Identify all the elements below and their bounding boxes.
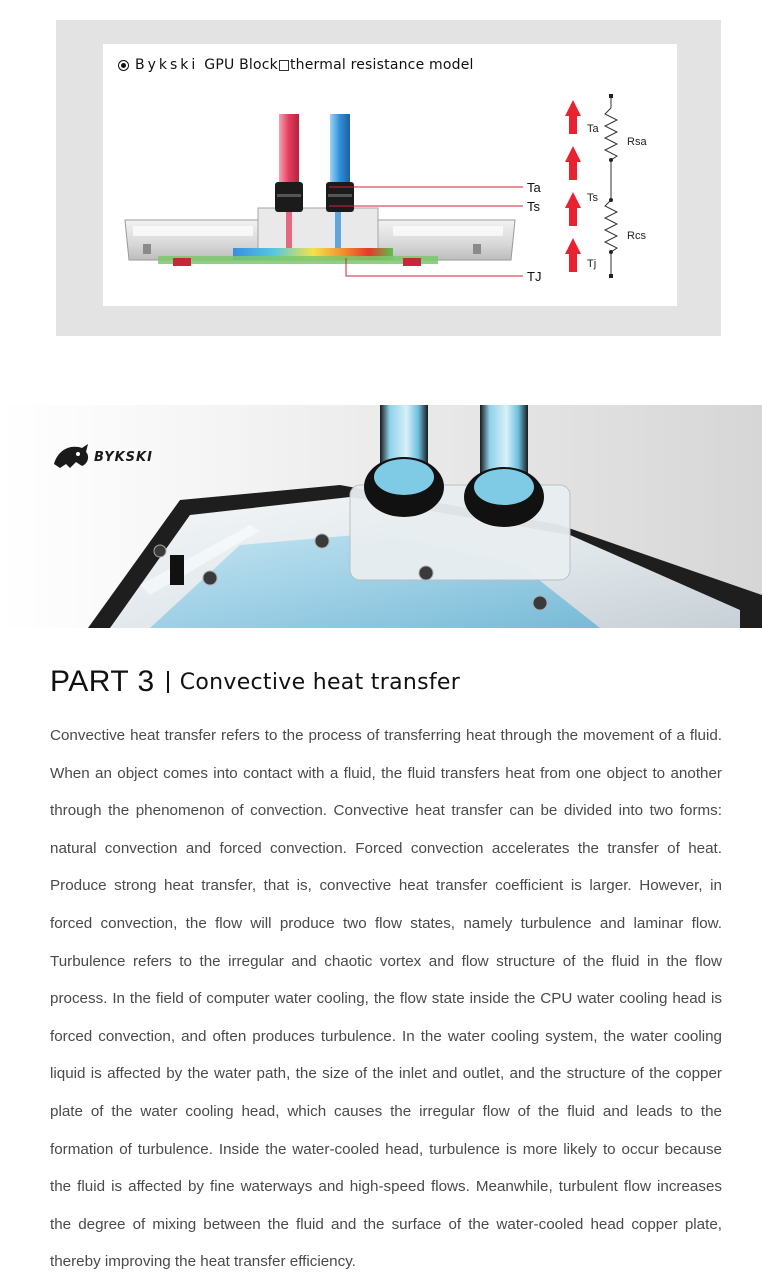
screw-icon <box>533 596 547 610</box>
callout-ts: Ts <box>527 199 540 214</box>
section-title: Convective heat transfer <box>179 669 461 695</box>
arrow-up-icon <box>565 192 581 226</box>
block-top <box>258 208 378 250</box>
screw-icon <box>203 571 217 585</box>
model-ta: Ta <box>587 123 599 135</box>
screw-icon <box>419 566 433 580</box>
model-rcs: Rcs <box>627 230 646 242</box>
resistor-chain <box>605 96 617 276</box>
callout-tj: TJ <box>527 269 542 284</box>
heading-divider <box>167 671 169 693</box>
section-heading <box>50 662 460 702</box>
section-body: Convective heat transfer refers to the process of transferring heat through the movement of a fluid. When an object comes into contact with a fluid, the fluid transfers heat from one object to another through the phenomenon of convection. Convective heat transfer can be divided into two forms: natural convection and forced convection. Forced convection accelerates the transfer of heat. Produce strong heat transfer, that is, convective heat transfer coefficient is larger. However, in forced convection, the flow will produce two flow states, namely turbulence and laminar flow. Turbulence refers to the irregular and chaotic vortex and flow structure of the fluid in the flow process. In the field of computer water cooling, the flow state inside the CPU water cooling head is forced convection, and often produces turbulence. In the water cooling system, the water cooling liquid is affected by the water path, the size of the inlet and outlet, and the structure of the copper plate of the water cooling head, which causes the irregular flow of the fluid and leads to the formation of turbulence. Inside the water-cooled head, turbulence is more likely to occur because the fluid is affected by fine waterways and high-speed flows. Meanwhile, turbulent flow increases the degree of mixing between the fluid and the surface of the water-cooled head copper plate, thereby improving the heat transfer efficiency. <box>50 727 722 1271</box>
part-label: PART 3 <box>50 665 155 698</box>
model-tj: Tj <box>587 258 597 270</box>
model-rsa: Rsa <box>627 136 647 148</box>
title-main: GPU Block <box>204 57 278 73</box>
product-photo <box>0 405 762 628</box>
screw-icon <box>315 534 329 548</box>
product-photo-illustration <box>0 405 762 628</box>
pcb <box>158 256 438 264</box>
callout-ta: Ta <box>527 180 541 195</box>
resistor-rcs-icon <box>605 200 617 252</box>
brand-wordmark: BYKSKI <box>94 449 153 465</box>
arrow-up-icon <box>565 100 581 134</box>
arrow-up-icon <box>565 146 581 180</box>
arrow-up-icon <box>565 238 581 272</box>
resistor-rsa-icon <box>605 108 617 160</box>
thermal-diagram <box>103 44 677 306</box>
heat-arrows <box>565 100 581 272</box>
model-ts: Ts <box>587 192 598 204</box>
title-brand: Bykski <box>135 57 199 73</box>
screw-icon <box>154 545 166 557</box>
bykski-wolf-logo-icon <box>52 442 92 472</box>
title-suffix: thermal resistance model <box>289 57 474 73</box>
bykski-logo <box>52 440 162 474</box>
